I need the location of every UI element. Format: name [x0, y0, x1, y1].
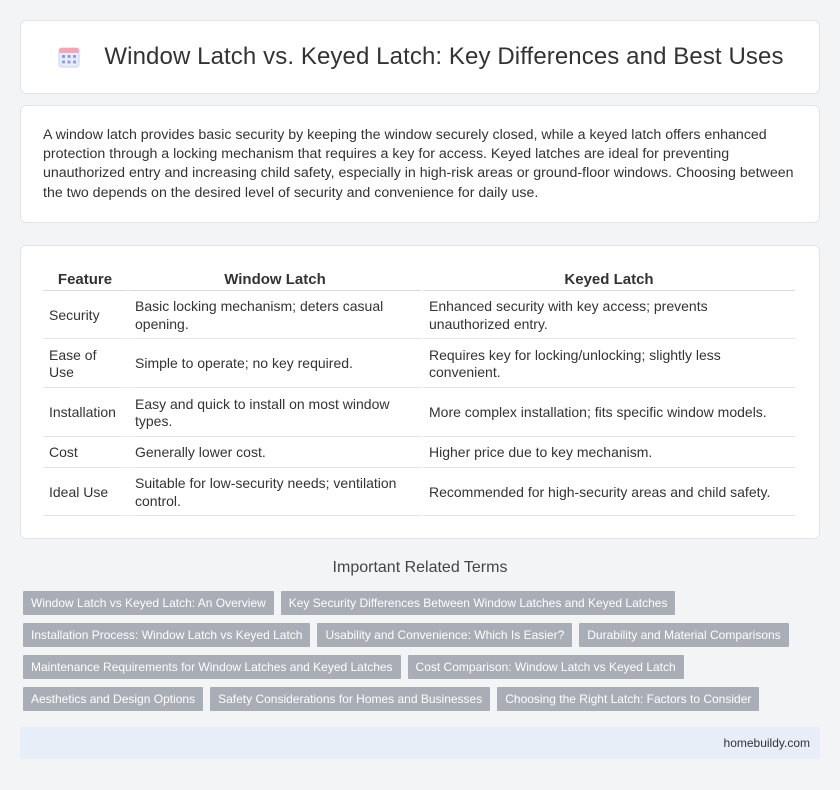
tag-row	[23, 591, 823, 615]
cell-window-latch: Simple to operate; no key required.	[129, 341, 421, 388]
table-row	[43, 293, 795, 339]
cell-keyed-latch: More complex installation; fits specific window models.	[423, 390, 795, 437]
tag-row	[23, 687, 823, 711]
table-header-row	[43, 270, 795, 291]
comparison-table-card	[20, 245, 820, 539]
footer	[20, 727, 820, 759]
table-row	[43, 470, 795, 516]
cell-window-latch: Basic locking mechanism; deters casual opening.	[129, 293, 421, 339]
related-term-tag[interactable]: Installation Process: Window Latch vs Keyed Latch	[23, 623, 310, 647]
cell-keyed-latch: Enhanced security with key access; prevents unauthorized entry.	[423, 293, 795, 339]
cell-feature: Ideal Use	[43, 470, 127, 516]
page-title: Window Latch vs. Keyed Latch: Key Differences and Best Uses	[104, 43, 784, 70]
related-term-tag[interactable]: Durability and Material Comparisons	[579, 623, 788, 647]
table-row	[43, 341, 795, 388]
related-term-tag[interactable]: Aesthetics and Design Options	[23, 687, 203, 711]
related-term-tag[interactable]: Choosing the Right Latch: Factors to Consider	[497, 687, 759, 711]
tag-row	[23, 623, 823, 647]
table-row	[43, 439, 795, 468]
footer-site-link[interactable]: homebuildy.com	[723, 736, 810, 750]
cell-feature: Installation	[43, 390, 127, 437]
tag-row	[23, 655, 823, 679]
intro-card	[20, 105, 820, 223]
cell-feature: Cost	[43, 439, 127, 468]
cell-feature: Ease of Use	[43, 341, 127, 388]
cell-window-latch: Easy and quick to install on most window types.	[129, 390, 421, 437]
cell-keyed-latch: Higher price due to key mechanism.	[423, 439, 795, 468]
column-header-keyed-latch: Keyed Latch	[423, 270, 795, 291]
comparison-table	[41, 268, 797, 518]
related-term-tag[interactable]: Usability and Convenience: Which Is Easier?	[317, 623, 572, 647]
related-term-tag[interactable]: Maintenance Requirements for Window Latches and Keyed Latches	[23, 655, 401, 679]
related-terms-tags	[23, 591, 823, 719]
column-header-window-latch: Window Latch	[129, 270, 421, 291]
cell-feature: Security	[43, 293, 127, 339]
related-term-tag[interactable]: Window Latch vs Keyed Latch: An Overview	[23, 591, 274, 615]
related-term-tag[interactable]: Cost Comparison: Window Latch vs Keyed Latch	[408, 655, 684, 679]
cell-keyed-latch: Recommended for high-security areas and child safety.	[423, 470, 795, 516]
related-term-tag[interactable]: Key Security Differences Between Window Latches and Keyed Latches	[281, 591, 676, 615]
column-header-feature: Feature	[43, 270, 127, 291]
header-card	[20, 20, 820, 94]
header-inner	[56, 43, 783, 71]
table-row	[43, 390, 795, 437]
cell-window-latch: Suitable for low-security needs; ventilation control.	[129, 470, 421, 516]
cell-window-latch: Generally lower cost.	[129, 439, 421, 468]
related-term-tag[interactable]: Safety Considerations for Homes and Businesses	[210, 687, 490, 711]
related-terms-heading: Important Related Terms	[332, 559, 508, 576]
intro-paragraph: A window latch provides basic security by keeping the window securely closed, while a keyed latch offers enhanced protection through a locking mechanism that requires a key for access. Keyed latches are ideal for preventing unauthorized entry and increasing child safety, especially in high-risk areas or ground-floor windows. Choosing between the two depends on the desired level of security and convenience for daily use.	[43, 127, 794, 201]
cell-keyed-latch: Requires key for locking/unlocking; slightly less convenient.	[423, 341, 795, 388]
calendar-grid-icon	[56, 44, 82, 70]
